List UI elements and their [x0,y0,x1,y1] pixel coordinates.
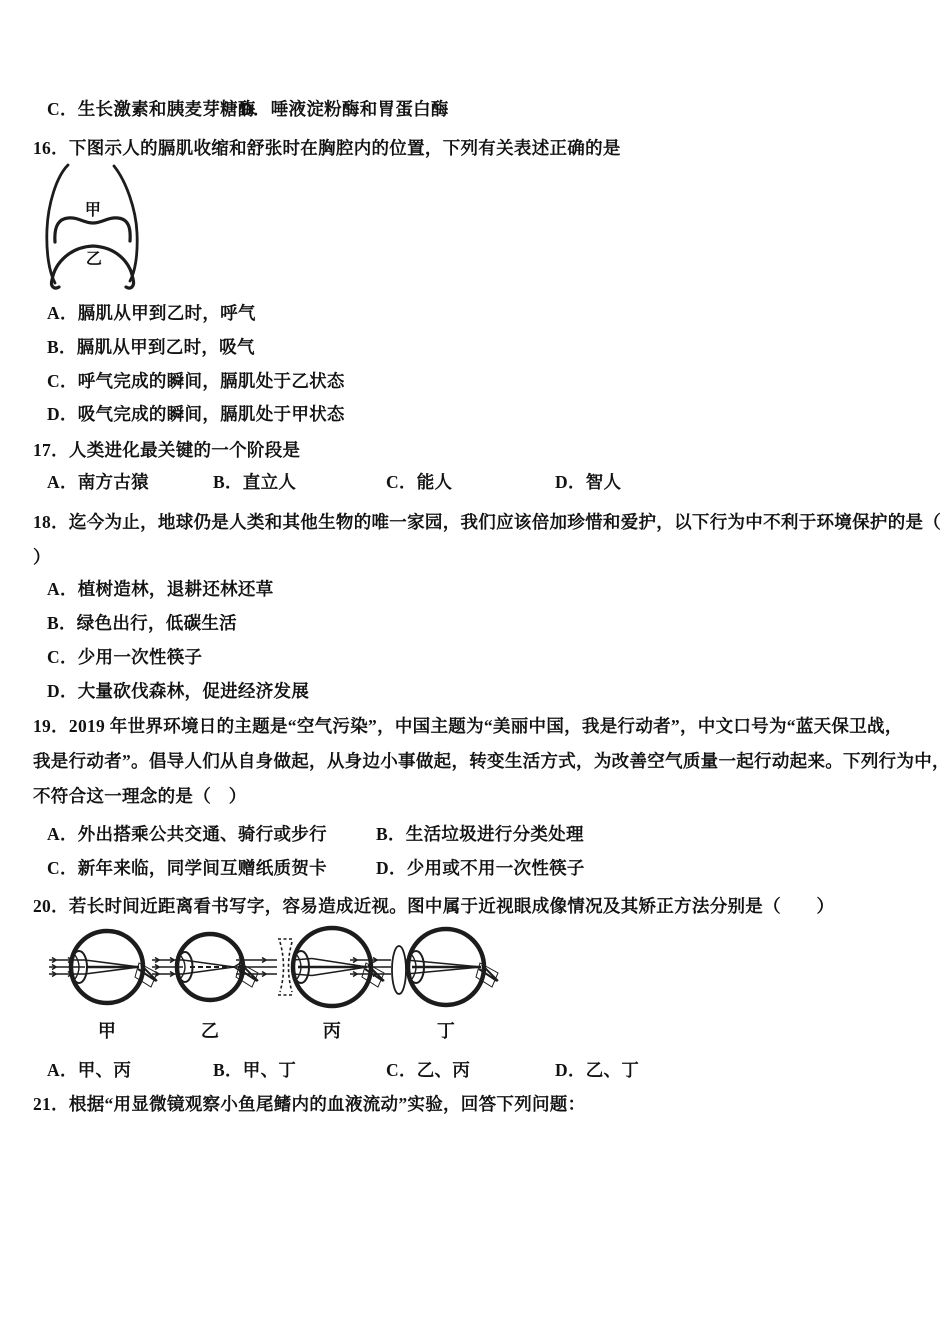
question-20-option-a: A．甲、丙 [47,1060,132,1080]
question-19-stem-line3: 不符合这一理念的是（ ） [33,786,247,806]
question-17-option-a: A．南方古猿 [47,472,149,492]
question-20-option-c: C．乙、丙 [386,1060,471,1080]
eye-vision-figure [40,925,510,1043]
question-19-option-d: D．少用或不用一次性筷子 [376,858,585,878]
question-18-option-b: B．绿色出行，低碳生活 [47,613,237,633]
eye-jia-icon [49,931,157,1003]
question-19-option-b: B．生活垃圾进行分类处理 [376,824,584,844]
convex-lens-icon [392,946,406,994]
question-16-option-c: C．呼气完成的瞬间，膈肌处于乙状态 [47,371,345,391]
question-20-stem: 20．若长时间近距离看书写字，容易造成近视。图中属于近视眼成像情况及其矫正方法分别是（ ） [33,896,835,916]
question-17-option-b: B．直立人 [213,472,297,492]
eye-ding-icon [350,929,498,1005]
question-16-option-b: B．膈肌从甲到乙时，吸气 [47,337,255,357]
diaphragm-label-jia: 甲 [84,202,102,219]
question-18-option-d: D．大量砍伐森林，促进经济发展 [47,681,310,701]
question-17-option-c: C．能人 [386,472,453,492]
question-20-option-b: B．甲、丁 [213,1060,297,1080]
question-18-stem-line1: 18．迄今为止，地球仍是人类和其他生物的唯一家园，我们应该倍加珍惜和爱护，以下行为中不利于环境保护的是（ [33,512,942,532]
question-19-stem-line1: 19．2019 年世界环境日的主题是“空气污染”，中国主题为“美丽中国，我是行动者”，中文口号为“蓝天保卫战， [33,716,903,736]
question-18-option-c: C．少用一次性筷子 [47,647,203,667]
question-16-stem: 16．下图示人的膈肌收缩和舒张时在胸腔内的位置，下列有关表述正确的是 [33,138,621,158]
eye-label-yi: 乙 [200,1021,220,1041]
question-18-stem-line2: ） [33,547,51,567]
question-19-option-c: C．新年来临，同学间互赠纸质贺卡 [47,858,327,878]
question-17-stem: 17．人类进化最关键的一个阶段是 [33,440,301,460]
question-21-stem: 21．根据“用显微镜观察小鱼尾鳍内的血液流动”实验，回答下列问题： [33,1094,586,1114]
question-19-option-a: A．外出搭乘公共交通、骑行或步行 [47,824,327,844]
diaphragm-label-yi: 乙 [85,251,103,268]
question-17-option-d: D．智人 [555,472,622,492]
eye-label-jia: 甲 [97,1021,117,1041]
question-15-option-d: D．唾液淀粉酶和胃蛋白酶 [240,99,449,119]
question-20-option-d: D．乙、丁 [555,1060,640,1080]
question-15-option-c: C．生长激素和胰麦芽糖酶 [47,99,256,119]
diaphragm-figure [38,157,153,297]
eye-label-ding: 丁 [436,1021,456,1041]
question-16-option-a: A．膈肌从甲到乙时，呼气 [47,303,256,323]
question-16-option-d: D．吸气完成的瞬间，膈肌处于甲状态 [47,404,345,424]
question-19-stem-line2: 我是行动者”。倡导人们从自身做起，从身边小事做起，转变生活方式，为改善空气质量一起行动起来。下列行为中， [33,751,950,771]
eye-label-bing: 丙 [322,1021,342,1041]
question-18-option-a: A．植树造林，退耕还林还草 [47,579,274,599]
